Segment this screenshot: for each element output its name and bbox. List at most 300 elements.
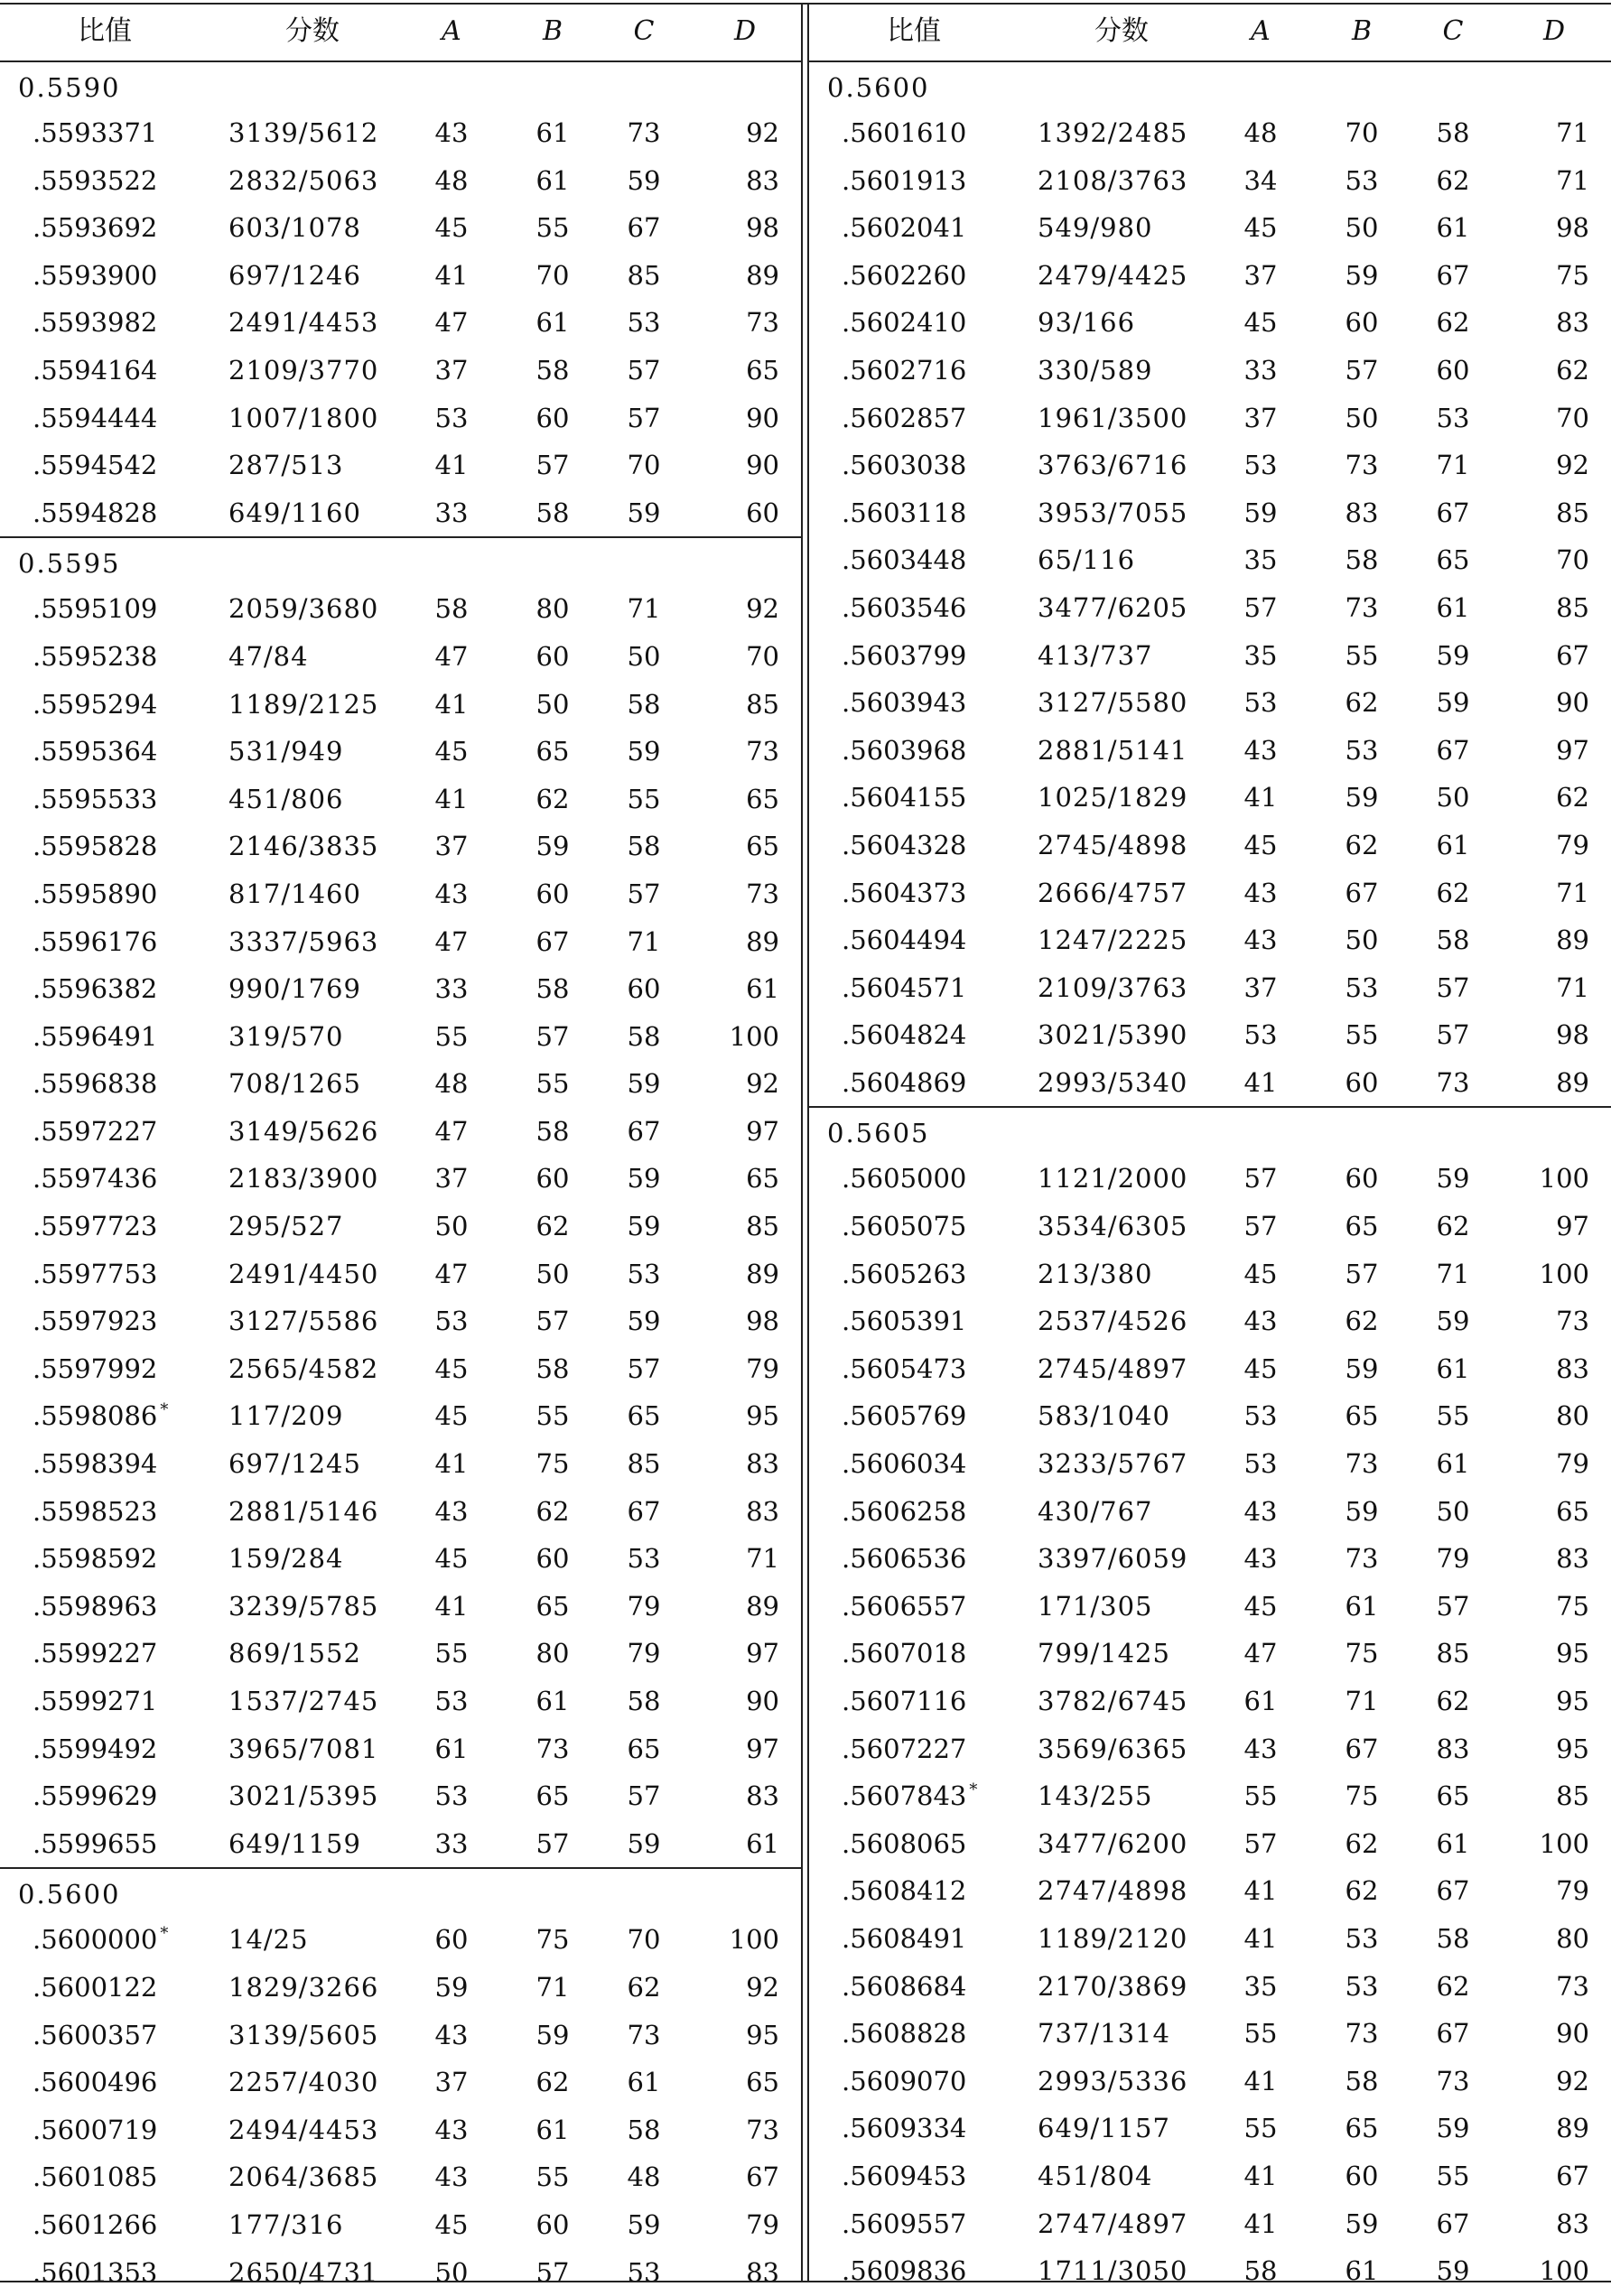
a-value (424, 1013, 479, 1061)
a-value (1234, 1488, 1288, 1536)
d-value-text: 95 (1556, 1733, 1589, 1764)
a-value (424, 1583, 479, 1631)
fraction-value (1038, 1915, 1187, 1963)
d-value (1508, 679, 1589, 727)
d-value-text: 67 (1556, 2160, 1589, 2191)
fraction-value (1038, 1583, 1152, 1631)
ratio-value-text: .5595109 (33, 593, 158, 625)
a-value (1234, 109, 1288, 157)
ratio-value-text: .5609334 (842, 2113, 967, 2144)
a-value (424, 776, 479, 823)
fraction-value (228, 1964, 378, 2012)
d-value-text: 83 (1556, 1543, 1589, 1575)
a-value (1234, 442, 1288, 489)
a-value (1234, 252, 1288, 300)
d-value-text: 83 (746, 1495, 779, 1527)
table-row (0, 728, 801, 776)
fraction-value-text: 603/1078 (228, 212, 361, 244)
c-value-text: 59 (627, 1827, 661, 1859)
fraction-value-text: 2565/4582 (228, 1353, 379, 1384)
table-row (809, 774, 1611, 822)
b-value (1335, 1867, 1389, 1915)
b-value (1335, 1963, 1389, 2011)
fraction-value-text: 2170/3869 (1038, 1970, 1188, 2002)
ratio-value (842, 1772, 977, 1820)
table-row (809, 204, 1611, 252)
b-value (1335, 252, 1389, 300)
ratio-value-text: .5607843 (842, 1780, 967, 1812)
c-value-text: 53 (627, 2256, 661, 2288)
b-value-text: 57 (535, 1827, 570, 1859)
a-value (424, 489, 479, 537)
header-b: B (542, 15, 563, 47)
ratio-value (33, 1772, 157, 1820)
ratio-value-text: .5608065 (842, 1827, 967, 1859)
c-value (1426, 1963, 1480, 2011)
left-column (0, 3, 801, 2296)
ratio-value (842, 679, 966, 727)
fraction-value (228, 1583, 378, 1631)
asterisk-mark: * (969, 1780, 978, 1800)
ratio-value-text: .5601353 (33, 2256, 158, 2288)
ratio-value-text: .5603118 (842, 497, 967, 528)
c-value-text: 73 (1436, 2065, 1470, 2096)
b-value-text: 62 (1345, 687, 1379, 719)
a-value (1234, 1963, 1288, 2011)
c-value (617, 252, 671, 300)
a-value (424, 1250, 479, 1298)
d-value-text: 89 (746, 1258, 779, 1289)
table-row (0, 2059, 801, 2106)
ratio-value (33, 585, 157, 633)
a-value (424, 1630, 479, 1678)
c-value-text: 58 (627, 688, 661, 720)
c-value (1426, 2058, 1480, 2105)
c-value-text: 59 (1436, 687, 1470, 719)
c-value-text: 59 (1436, 2113, 1470, 2144)
fraction-value (228, 633, 309, 681)
ratio-value-text: .5601085 (33, 2161, 158, 2193)
fraction-value-text: 869/1552 (228, 1638, 361, 1669)
fraction-value (1038, 1440, 1187, 1488)
fraction-value-text: 2479/4425 (1038, 259, 1188, 291)
d-value (698, 1203, 779, 1250)
a-value (424, 252, 479, 300)
d-value (1508, 395, 1589, 442)
d-value-text: 85 (746, 688, 779, 720)
b-value (1335, 584, 1389, 632)
fraction-value-text: 2747/4898 (1038, 1875, 1188, 1907)
b-value (526, 681, 580, 729)
a-value (1234, 1155, 1288, 1203)
c-value (617, 109, 671, 157)
fraction-value (228, 1725, 378, 1773)
d-value-text: 65 (746, 783, 779, 814)
ratio-value-text: .5606034 (842, 1448, 967, 1480)
fraction-value (1038, 1203, 1187, 1250)
c-value-text: 57 (627, 402, 661, 433)
c-value-text: 61 (1436, 829, 1470, 860)
ratio-value-text: .5598963 (33, 1590, 158, 1622)
table-row (809, 252, 1611, 300)
b-value-text: 61 (535, 164, 570, 196)
table-row (809, 869, 1611, 917)
b-value (526, 776, 580, 823)
b-value-text: 65 (1345, 2113, 1379, 2144)
c-value (1426, 1250, 1480, 1298)
b-value-text: 60 (535, 1163, 570, 1194)
b-value-text: 62 (535, 783, 570, 814)
ratio-value-text: .5599271 (33, 1686, 158, 1716)
fraction-value-text: 1711/3050 (1038, 2255, 1188, 2287)
fraction-value (1038, 1678, 1187, 1725)
table-row (0, 1392, 801, 1440)
c-value-text: 61 (1436, 591, 1470, 623)
a-value (424, 1964, 479, 2012)
a-value (1234, 632, 1288, 680)
c-value (1426, 1820, 1480, 1868)
ratio-value-text: .5605075 (842, 1211, 967, 1242)
ratio-value-text: .5594542 (33, 450, 158, 481)
d-value (1508, 1867, 1589, 1915)
d-value-text: 71 (1556, 117, 1589, 148)
b-value-text: 67 (1345, 1733, 1379, 1764)
c-value (1426, 1345, 1480, 1393)
a-value-text: 41 (1243, 1922, 1278, 1954)
c-value-text: 57 (1436, 1590, 1470, 1622)
b-value (526, 1013, 580, 1061)
fraction-value (228, 442, 343, 489)
a-value (1234, 1678, 1288, 1725)
fraction-value-text: 2881/5141 (1038, 734, 1188, 766)
a-value (1234, 347, 1288, 395)
a-value-text: 35 (1243, 639, 1278, 671)
d-value (1508, 584, 1589, 632)
ratio-value-text: .5595890 (33, 878, 158, 909)
a-value-text: 55 (434, 1638, 469, 1669)
a-value (1234, 2200, 1288, 2248)
d-value (1508, 299, 1589, 347)
a-value-text: 43 (1243, 1306, 1278, 1337)
table-row (0, 1964, 801, 2012)
d-value (698, 1535, 779, 1583)
c-value-text: 58 (627, 1686, 661, 1716)
a-value-text: 43 (1243, 925, 1278, 956)
b-value-text: 59 (535, 2019, 570, 2050)
d-value-text: 70 (746, 640, 779, 672)
b-value-text: 60 (1345, 1163, 1379, 1194)
fraction-value (1038, 442, 1187, 489)
b-value-text: 73 (1345, 1448, 1379, 1480)
d-value (698, 2059, 779, 2106)
c-value (617, 347, 671, 395)
table-row (809, 1535, 1611, 1583)
b-value-text: 61 (535, 1686, 570, 1716)
ratio-value (842, 2058, 966, 2105)
a-value-text: 48 (434, 1068, 469, 1100)
a-value (1234, 584, 1288, 632)
a-value-text: 61 (434, 1733, 469, 1764)
b-value (1335, 2058, 1389, 2105)
d-value (698, 204, 779, 252)
c-value (617, 728, 671, 776)
table-row (0, 1583, 801, 1631)
b-value (1335, 632, 1389, 680)
b-value (1335, 204, 1389, 252)
a-value (1234, 2010, 1288, 2058)
fraction-value-text: 3782/6745 (1038, 1686, 1188, 1716)
a-value-text: 41 (1243, 2065, 1278, 2096)
fraction-value-text: 47/84 (228, 640, 309, 672)
c-value (1426, 2010, 1480, 2058)
b-value (1335, 1583, 1389, 1631)
ratio-value (842, 157, 966, 205)
ratio-value (842, 1630, 966, 1678)
fraction-value (1038, 2200, 1187, 2248)
c-value (1426, 727, 1480, 775)
table-row (0, 1916, 801, 1964)
d-value-text: 65 (746, 1163, 779, 1194)
d-value-text: 60 (746, 497, 779, 528)
d-value (698, 776, 779, 823)
fraction-value-text: 1537/2745 (228, 1686, 379, 1716)
a-value-text: 47 (434, 1115, 469, 1147)
ratio-value-text: .5607227 (842, 1733, 967, 1764)
c-value-text: 67 (1436, 2018, 1470, 2050)
b-value (1335, 1488, 1389, 1536)
d-value-text: 90 (1556, 687, 1589, 719)
c-value (617, 918, 671, 966)
d-value (1508, 869, 1589, 917)
fraction-value (1038, 1297, 1187, 1345)
ratio-value-text: .5603943 (842, 687, 967, 719)
c-value (617, 1297, 671, 1345)
a-value (424, 965, 479, 1013)
d-value-text: 95 (746, 2019, 779, 2050)
ratio-value (33, 2153, 157, 2201)
b-value (1335, 1297, 1389, 1345)
b-value-text: 59 (1345, 259, 1379, 291)
asterisk-mark: * (160, 1400, 169, 1420)
b-value (1335, 822, 1389, 869)
c-value-text: 62 (1436, 1970, 1470, 2002)
a-value-text: 55 (1243, 2113, 1278, 2144)
b-value-text: 58 (535, 497, 570, 528)
b-value-text: 65 (535, 1780, 570, 1812)
ratio-value (33, 395, 157, 442)
c-value-text: 60 (627, 973, 661, 1005)
c-value-text: 57 (1436, 971, 1470, 1003)
c-value-text: 67 (1436, 2208, 1470, 2239)
d-value-text: 73 (746, 878, 779, 909)
ratio-value (33, 918, 157, 966)
a-value-text: 57 (1243, 591, 1278, 623)
table-row (809, 964, 1611, 1012)
d-value-text: 73 (746, 736, 779, 767)
fraction-value-text: 2109/3770 (228, 354, 379, 386)
fraction-value (1038, 536, 1135, 584)
ratio-value (842, 489, 966, 537)
ratio-value-text: .5605391 (842, 1306, 967, 1337)
b-value-text: 65 (535, 736, 570, 767)
table-row (0, 157, 801, 205)
c-value-text: 59 (1436, 2255, 1470, 2287)
fraction-value-text: 3569/6365 (1038, 1733, 1188, 1764)
fraction-value-text: 737/1314 (1038, 2018, 1170, 2050)
fraction-value-text: 799/1425 (1038, 1638, 1170, 1669)
fraction-value (228, 1060, 361, 1108)
ratio-value (842, 727, 966, 775)
d-value-text: 90 (746, 402, 779, 433)
c-value (617, 1630, 671, 1678)
d-value-text: 85 (746, 1211, 779, 1242)
c-value (617, 823, 671, 870)
fraction-value-text: 1961/3500 (1038, 402, 1188, 433)
ratio-value (842, 964, 966, 1012)
d-value (1508, 774, 1589, 822)
fraction-value (1038, 679, 1187, 727)
d-value-text: 85 (1556, 497, 1589, 528)
a-value (424, 681, 479, 729)
fraction-value (1038, 869, 1187, 917)
b-value-text: 53 (1345, 1970, 1379, 2002)
ratio-value (842, 1963, 966, 2011)
c-value-text: 59 (627, 1163, 661, 1194)
a-value-text: 58 (1243, 2255, 1278, 2287)
d-value-text: 100 (1539, 2255, 1589, 2287)
a-value-text: 35 (1243, 544, 1278, 576)
fraction-value-text: 2993/5340 (1038, 1066, 1188, 1098)
d-value (698, 1583, 779, 1631)
b-value (526, 395, 580, 442)
c-value (1426, 442, 1480, 489)
ratio-value (33, 252, 157, 300)
c-value-text: 59 (1436, 639, 1470, 671)
d-value-text: 100 (729, 1924, 779, 1956)
table-row (809, 1345, 1611, 1393)
d-value (698, 1772, 779, 1820)
ratio-value (842, 1203, 966, 1250)
fraction-value (1038, 2247, 1187, 2295)
b-value-text: 62 (1345, 829, 1379, 860)
d-value (698, 299, 779, 347)
b-value (526, 1583, 580, 1631)
ratio-value-text: .5600122 (33, 1971, 158, 2003)
fraction-value (1038, 1392, 1170, 1440)
a-value-text: 41 (1243, 2160, 1278, 2191)
d-value (1508, 204, 1589, 252)
c-value-text: 62 (1436, 307, 1470, 339)
fraction-value-text: 3139/5605 (228, 2019, 379, 2050)
ratio-value (33, 633, 157, 681)
table-row (0, 1772, 801, 1820)
a-value (424, 1108, 479, 1156)
b-value-text: 58 (535, 354, 570, 386)
c-value (1426, 1203, 1480, 1250)
d-value (698, 870, 779, 918)
ratio-value (842, 2010, 966, 2058)
a-value (1234, 2105, 1288, 2152)
d-value (698, 2249, 779, 2296)
c-value-text: 58 (1436, 925, 1470, 956)
a-value (1234, 1011, 1288, 1059)
fraction-value-text: 1121/2000 (1038, 1163, 1188, 1194)
ratio-value-text: .5602716 (842, 354, 967, 386)
fraction-value-text: 2745/4898 (1038, 829, 1188, 860)
b-value-text: 58 (1345, 2065, 1379, 2096)
a-value-text: 41 (434, 450, 469, 481)
table-row (0, 1250, 801, 1298)
b-value (526, 2249, 580, 2296)
fraction-value-text: 531/949 (228, 736, 344, 767)
d-value-text: 75 (1556, 259, 1589, 291)
a-value (424, 2249, 479, 2296)
c-value-text: 65 (1436, 544, 1470, 576)
b-value-text: 62 (1345, 1875, 1379, 1907)
d-value (1508, 916, 1589, 964)
b-value (526, 204, 580, 252)
fraction-value-text: 1247/2225 (1038, 925, 1188, 956)
c-value (617, 2059, 671, 2106)
fraction-value (228, 489, 361, 537)
c-value-text: 57 (1436, 1019, 1470, 1051)
d-value (698, 1297, 779, 1345)
c-value (1426, 536, 1480, 584)
b-value (526, 1392, 580, 1440)
d-value (1508, 536, 1589, 584)
d-value (1508, 1630, 1589, 1678)
table-row (809, 679, 1611, 727)
fraction-value-text: 3477/6200 (1038, 1827, 1188, 1859)
a-value-text: 53 (1243, 1448, 1278, 1480)
d-value (1508, 1583, 1589, 1631)
fraction-value-text: 3965/7081 (228, 1733, 379, 1764)
a-value (424, 204, 479, 252)
c-value (1426, 632, 1480, 680)
ratio-value (842, 2152, 966, 2200)
a-value-text: 47 (434, 925, 469, 957)
d-value (698, 157, 779, 205)
a-value (1234, 157, 1288, 205)
d-value-text: 89 (1556, 2113, 1589, 2144)
a-value-text: 57 (1243, 1211, 1278, 1242)
a-value-text: 47 (434, 307, 469, 339)
ratio-value-text: .5603546 (842, 591, 967, 623)
ratio-value (842, 1059, 966, 1107)
table-row (0, 1155, 801, 1203)
b-value (526, 1440, 580, 1488)
header-a: A (1251, 15, 1271, 47)
ratio-value-text: .5594444 (33, 402, 158, 433)
a-value (1234, 727, 1288, 775)
fraction-value-text: 3953/7055 (1038, 497, 1188, 528)
fraction-value-text: 177/316 (228, 2208, 344, 2240)
a-value-text: 45 (1243, 1353, 1278, 1384)
d-value (698, 1964, 779, 2012)
table-row (0, 1488, 801, 1536)
right-column (809, 3, 1611, 2295)
ratio-value (842, 1488, 966, 1536)
c-value (1426, 1725, 1480, 1773)
d-value-text: 83 (746, 1780, 779, 1812)
ratio-value-text: .5596176 (33, 925, 158, 957)
section-title: 0.5600 (18, 1879, 121, 1910)
fraction-value-text: 451/806 (228, 783, 344, 814)
c-value (1426, 1630, 1480, 1678)
d-value (698, 965, 779, 1013)
fraction-value (1038, 109, 1187, 157)
a-value (1234, 2152, 1288, 2200)
